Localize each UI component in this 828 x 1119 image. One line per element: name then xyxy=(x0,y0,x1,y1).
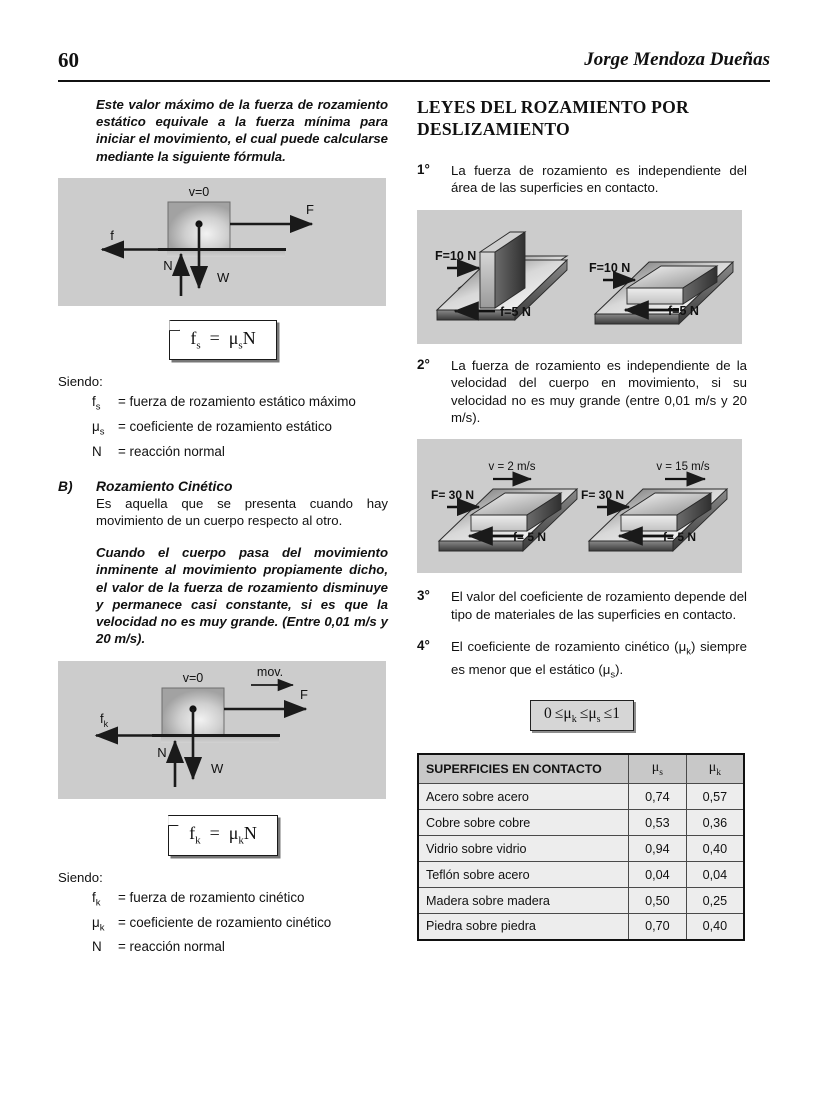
law-text: El coeficiente de rozamiento cinético $(\mu_k)$ siempre es menor que el estático $(\mu_s)$. xyxy=(451,639,747,681)
law-item-4 xyxy=(417,638,747,684)
definition-item: N = reacción normal xyxy=(92,443,225,459)
sdA-v: v=0 xyxy=(188,184,210,199)
coefficient-inequality: $0 \le\mu_k \le\mu_s \le 1$ xyxy=(530,700,634,731)
l1-fl: f=5 N xyxy=(500,304,531,319)
siendo-label-static: Siendo: xyxy=(58,374,103,390)
cell-surface: Cobre sobre cobre xyxy=(418,810,628,836)
definition-text: = fuerza de rozamiento cinético xyxy=(118,889,305,905)
section-title: Rozamiento Cinético xyxy=(96,478,233,494)
l2-Fl: F= 30 N xyxy=(431,488,475,503)
cell-surface: Vidrio sobre vidrio xyxy=(418,836,628,862)
table-row xyxy=(418,810,744,836)
cell-surface: Piedra sobre piedra xyxy=(418,914,628,940)
law2-diagram xyxy=(417,439,742,573)
cell-mu-k: 0,57 xyxy=(686,784,744,810)
cell-surface: Acero sobre acero xyxy=(418,784,628,810)
table-header-row xyxy=(418,754,744,783)
sdB-F: F xyxy=(300,687,308,703)
kinetic-friction-formula: $f_k = \mu_kN$ xyxy=(189,823,257,847)
sdA-F: F xyxy=(306,201,314,217)
law-text: La fuerza de rozamiento es independiente de la velocidad del cuerpo en movimiento, si su velocidad no es muy grande (entre 0,01 m/s y 20 m/s). xyxy=(451,357,747,426)
header-divider xyxy=(58,80,770,82)
definition-item: $\mu_k$ = coeficiente de rozamiento cinético xyxy=(92,913,388,938)
l2-vl: v = 2 m/s xyxy=(488,461,536,474)
laws-heading-line2: DESLIZAMIENTO xyxy=(417,119,570,139)
kinetic-friction-formula-box xyxy=(58,815,388,856)
section-b-body: Es aquella que se presenta cuando hay movimiento de un cuerpo respecto al otro. xyxy=(96,495,388,528)
l2-fl: f= 5 N xyxy=(513,530,547,545)
friction-coefficients-table xyxy=(417,753,745,940)
l2-vr: v = 15 m/s xyxy=(656,461,710,474)
law1-diagram xyxy=(417,210,742,344)
friction-label-fk: $f_k$ xyxy=(99,711,109,730)
kinetic-definitions xyxy=(92,888,388,956)
sdB-mov: mov. xyxy=(256,665,284,680)
static-definitions xyxy=(92,392,388,460)
l1-fr: f=5 N xyxy=(668,303,699,318)
section-b-note: Cuando el cuerpo pasa del movimiento inminente al movimiento propiamente dicho, el valor de la fuerza de rozamiento disminuye y permanece casi constante, si es que la velocidad no es muy grande. (Entre 0,01 m/s y 20 m/s). xyxy=(96,545,388,647)
definition-item: N = reacción normal xyxy=(92,939,225,955)
section-letter: B) xyxy=(58,478,73,494)
folded-corner-icon xyxy=(169,320,180,331)
l2-fr: f= 5 N xyxy=(663,530,697,545)
table-row xyxy=(418,914,744,940)
law-number: 2° xyxy=(417,356,430,372)
table-row xyxy=(418,888,744,914)
definition-item: $f_s$ = fuerza de rozamiento estático máximo xyxy=(92,392,388,417)
cell-mu-k: 0,04 xyxy=(686,862,744,888)
table-row xyxy=(418,836,744,862)
static-friction-diagram xyxy=(58,178,386,306)
definition-text: = reacción normal xyxy=(118,939,225,955)
cell-mu-k: 0,40 xyxy=(686,836,744,862)
cell-surface: Madera sobre madera xyxy=(418,888,628,914)
cell-surface: Teflón sobre acero xyxy=(418,862,628,888)
cell-mu-s: 0,94 xyxy=(628,836,686,862)
l2-Fr: F= 30 N xyxy=(581,488,625,503)
static-friction-formula-box xyxy=(58,320,388,361)
definition-text: = fuerza de rozamiento estático máximo xyxy=(118,394,356,410)
sdB-v: v=0 xyxy=(182,671,204,686)
header-mu-s: $\mu_s$ xyxy=(628,754,686,783)
cell-mu-s: 0,53 xyxy=(628,810,686,836)
inequality-box xyxy=(417,700,747,731)
law-item-1 xyxy=(417,162,747,197)
sdB-N: N xyxy=(157,745,167,761)
cell-mu-s: 0,74 xyxy=(628,784,686,810)
cell-mu-s: 0,50 xyxy=(628,888,686,914)
sdA-N: N xyxy=(163,257,173,273)
siendo-label-kinetic: Siendo: xyxy=(58,869,103,885)
law-number: 4° xyxy=(417,638,430,654)
l1-Fl: F=10 N xyxy=(435,248,477,263)
kinetic-friction-diagram xyxy=(58,661,386,799)
definition-text: = reacción normal xyxy=(118,443,225,459)
page-header xyxy=(58,48,770,82)
static-friction-formula: $f_s = \mu_sN$ xyxy=(190,327,256,352)
l1-Fr: F=10 N xyxy=(589,260,631,275)
cell-mu-k: 0,25 xyxy=(686,888,744,914)
sdA-W: W xyxy=(217,269,230,285)
laws-heading xyxy=(417,96,747,140)
laws-heading-line1: LEYES DEL ROZAMIENTO POR xyxy=(417,97,689,117)
header-surfaces: SUPERFICIES EN CONTACTO xyxy=(418,754,628,783)
law-text: La fuerza de rozamiento es independiente del área de las superficies en contacto. xyxy=(451,163,747,196)
law-item-3 xyxy=(417,588,747,623)
cell-mu-s: 0,70 xyxy=(628,914,686,940)
sdA-f: f xyxy=(110,227,114,243)
author-name: Jorge Mendoza Dueñas xyxy=(584,49,770,70)
cell-mu-k: 0,36 xyxy=(686,810,744,836)
definition-text: = coeficiente de rozamiento cinético xyxy=(118,914,332,930)
law-text: El valor del coeficiente de rozamiento depende del tipo de materiales de las superficies en contacto. xyxy=(451,589,747,622)
sdB-W: W xyxy=(211,761,224,777)
header-mu-k: $\mu_k$ xyxy=(686,754,744,783)
definition-text: = coeficiente de rozamiento estático xyxy=(118,419,333,435)
folded-corner-icon xyxy=(168,815,179,826)
definition-item: $\mu_s$ = coeficiente de rozamiento estático xyxy=(92,417,388,442)
definition-item: $f_k$ = fuerza de rozamiento cinético xyxy=(92,888,388,913)
law-item-2 xyxy=(417,357,747,427)
section-b-heading xyxy=(58,479,388,494)
law-number: 3° xyxy=(417,588,430,604)
left-column xyxy=(58,96,388,956)
right-column xyxy=(417,96,747,941)
table-row xyxy=(418,784,744,810)
table-row xyxy=(418,862,744,888)
cell-mu-s: 0,04 xyxy=(628,862,686,888)
cell-mu-k: 0,40 xyxy=(686,914,744,940)
intro-paragraph: Este valor máximo de la fuerza de rozamiento estático equivale a la fuerza mínima para iniciar el movimiento, el cual puede calcularse mediante la siguiente fórmula. xyxy=(96,97,388,164)
page-number: 60 xyxy=(58,48,79,72)
law-number: 1° xyxy=(417,162,430,177)
